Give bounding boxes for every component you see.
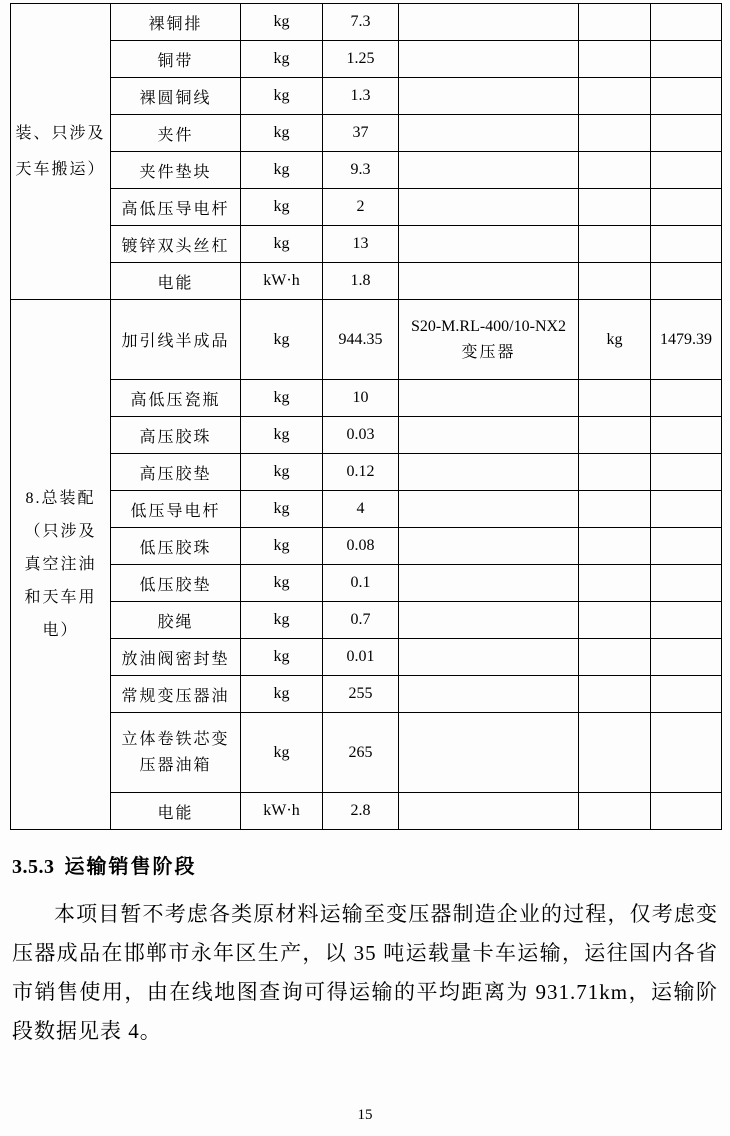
stage-label-line: （只涉及	[24, 523, 97, 540]
value-cell: 2	[323, 189, 399, 226]
table-row	[11, 152, 722, 189]
material-cell: 电能	[111, 263, 241, 300]
empty-cell	[651, 4, 722, 41]
material-cell: 夹件垫块	[111, 152, 241, 189]
value-cell: 0.01	[323, 639, 399, 676]
unit-cell: kg	[241, 380, 323, 417]
empty-cell	[579, 263, 651, 300]
empty-cell	[579, 793, 651, 830]
table-row	[11, 454, 722, 491]
empty-cell	[579, 565, 651, 602]
empty-cell	[399, 380, 579, 417]
empty-cell	[399, 602, 579, 639]
material-name-line: 立体卷铁芯变	[121, 730, 230, 748]
material-cell: 放油阀密封垫	[111, 639, 241, 676]
material-cell: 镀锌双头丝杠	[111, 226, 241, 263]
unit-cell: kg	[241, 152, 323, 189]
table-row	[11, 263, 722, 300]
product-cell	[399, 300, 579, 380]
empty-cell	[579, 676, 651, 713]
stage-label-line: 电）	[42, 622, 79, 639]
empty-cell	[579, 152, 651, 189]
stage-label-line: 真空注油	[24, 556, 97, 573]
stage-label-line: 装、只涉及	[15, 124, 106, 142]
empty-cell	[399, 263, 579, 300]
table-row	[11, 713, 722, 793]
empty-cell	[399, 454, 579, 491]
material-cell: 加引线半成品	[111, 300, 241, 380]
empty-cell	[399, 115, 579, 152]
empty-cell	[651, 417, 722, 454]
empty-cell	[399, 78, 579, 115]
material-cell: 高压胶珠	[111, 417, 241, 454]
empty-cell	[579, 226, 651, 263]
empty-cell	[579, 417, 651, 454]
material-cell: 胶绳	[111, 602, 241, 639]
empty-cell	[579, 380, 651, 417]
empty-cell	[399, 417, 579, 454]
empty-cell	[579, 4, 651, 41]
section-title: 运输销售阶段	[64, 856, 197, 878]
empty-cell	[651, 454, 722, 491]
table-row	[11, 793, 722, 830]
table-row	[11, 639, 722, 676]
value-cell: 0.12	[323, 454, 399, 491]
value-cell: 1.8	[323, 263, 399, 300]
empty-cell	[651, 676, 722, 713]
material-cell: 低压胶珠	[111, 528, 241, 565]
empty-cell	[651, 565, 722, 602]
table-row	[11, 676, 722, 713]
product-name-line: 变压器	[461, 343, 516, 361]
table-row	[11, 565, 722, 602]
unit-cell: kg	[241, 639, 323, 676]
material-cell: 电能	[111, 793, 241, 830]
empty-cell	[579, 639, 651, 676]
product-model-line: S20-M.RL-400/10-NX2	[410, 317, 567, 335]
empty-cell	[399, 528, 579, 565]
unit-cell: kg	[241, 713, 323, 793]
value-cell: 1.25	[323, 41, 399, 78]
empty-cell	[399, 676, 579, 713]
unit-cell: kg	[241, 491, 323, 528]
section-number: 3.5.3	[12, 856, 55, 878]
unit-cell: kW·h	[241, 793, 323, 830]
empty-cell	[579, 115, 651, 152]
empty-cell	[399, 189, 579, 226]
material-name-line: 压器油箱	[139, 756, 212, 774]
value-cell: 0.03	[323, 417, 399, 454]
body-paragraph: 本项目暂不考虑各类原材料运输至变压器制造企业的过程，仅考虑变压器成品在邯郸市永年区生产，以 35 吨运载量卡车运输，运往国内各省市销售使用，由在线地图查询可得运输的平均距离为 931.71km，运输阶段数据见表 4。	[12, 902, 718, 1043]
value-cell: 10	[323, 380, 399, 417]
value-cell: 944.35	[323, 300, 399, 380]
table-row	[11, 189, 722, 226]
stage-cell-assembly-cont	[11, 4, 111, 300]
empty-cell	[651, 602, 722, 639]
empty-cell	[579, 189, 651, 226]
empty-cell	[651, 152, 722, 189]
empty-cell	[651, 491, 722, 528]
empty-cell	[399, 226, 579, 263]
product-value-cell: 1479.39	[651, 300, 722, 380]
value-cell: 7.3	[323, 4, 399, 41]
table-row	[11, 380, 722, 417]
table-row	[11, 528, 722, 565]
unit-cell: kg	[241, 565, 323, 602]
page-number: 15	[357, 1107, 373, 1123]
unit-cell: kg	[241, 300, 323, 380]
empty-cell	[651, 226, 722, 263]
unit-cell: kW·h	[241, 263, 323, 300]
empty-cell	[579, 602, 651, 639]
value-cell: 9.3	[323, 152, 399, 189]
table-row	[11, 226, 722, 263]
stage-label-line: 和天车用	[24, 589, 97, 606]
material-cell: 铜带	[111, 41, 241, 78]
value-cell: 1.3	[323, 78, 399, 115]
value-cell: 0.7	[323, 602, 399, 639]
empty-cell	[399, 491, 579, 528]
empty-cell	[651, 380, 722, 417]
material-cell: 裸铜排	[111, 4, 241, 41]
empty-cell	[579, 491, 651, 528]
empty-cell	[399, 152, 579, 189]
material-cell: 裸圆铜线	[111, 78, 241, 115]
empty-cell	[399, 639, 579, 676]
unit-cell: kg	[241, 78, 323, 115]
empty-cell	[651, 115, 722, 152]
unit-cell: kg	[241, 528, 323, 565]
table-row	[11, 41, 722, 78]
unit-cell: kg	[241, 189, 323, 226]
empty-cell	[399, 4, 579, 41]
empty-cell	[579, 78, 651, 115]
value-cell: 13	[323, 226, 399, 263]
material-inventory-table	[10, 3, 722, 830]
stage-label-line: 8.总装配	[25, 490, 96, 507]
material-cell	[111, 713, 241, 793]
value-cell: 37	[323, 115, 399, 152]
empty-cell	[651, 639, 722, 676]
table-row	[11, 417, 722, 454]
value-cell: 0.1	[323, 565, 399, 602]
material-cell: 低压胶垫	[111, 565, 241, 602]
empty-cell	[651, 263, 722, 300]
unit-cell: kg	[241, 115, 323, 152]
stage-label-line: 天车搬运）	[15, 160, 106, 178]
table-row	[11, 78, 722, 115]
unit-cell: kg	[241, 4, 323, 41]
empty-cell	[399, 565, 579, 602]
table-row	[11, 115, 722, 152]
table-row	[11, 491, 722, 528]
empty-cell	[579, 41, 651, 78]
unit-cell: kg	[241, 676, 323, 713]
empty-cell	[651, 528, 722, 565]
unit-cell: kg	[241, 602, 323, 639]
material-cell: 常规变压器油	[111, 676, 241, 713]
value-cell: 255	[323, 676, 399, 713]
empty-cell	[579, 528, 651, 565]
empty-cell	[399, 713, 579, 793]
table-row	[11, 602, 722, 639]
product-unit-cell: kg	[579, 300, 651, 380]
empty-cell	[651, 41, 722, 78]
unit-cell: kg	[241, 417, 323, 454]
empty-cell	[399, 41, 579, 78]
material-cell: 夹件	[111, 115, 241, 152]
empty-cell	[651, 713, 722, 793]
empty-cell	[651, 793, 722, 830]
empty-cell	[579, 454, 651, 491]
unit-cell: kg	[241, 41, 323, 78]
empty-cell	[651, 189, 722, 226]
stage-cell-final-assembly	[11, 300, 111, 830]
material-cell: 高压胶垫	[111, 454, 241, 491]
value-cell: 265	[323, 713, 399, 793]
empty-cell	[579, 713, 651, 793]
value-cell: 2.8	[323, 793, 399, 830]
table-row	[11, 4, 722, 41]
unit-cell: kg	[241, 226, 323, 263]
value-cell: 4	[323, 491, 399, 528]
material-cell: 高低压导电杆	[111, 189, 241, 226]
table-row	[11, 300, 722, 380]
document-page	[0, 3, 730, 1136]
value-cell: 0.08	[323, 528, 399, 565]
unit-cell: kg	[241, 454, 323, 491]
empty-cell	[399, 793, 579, 830]
empty-cell	[651, 78, 722, 115]
section-heading	[12, 850, 730, 879]
material-cell: 低压导电杆	[111, 491, 241, 528]
material-cell: 高低压瓷瓶	[111, 380, 241, 417]
